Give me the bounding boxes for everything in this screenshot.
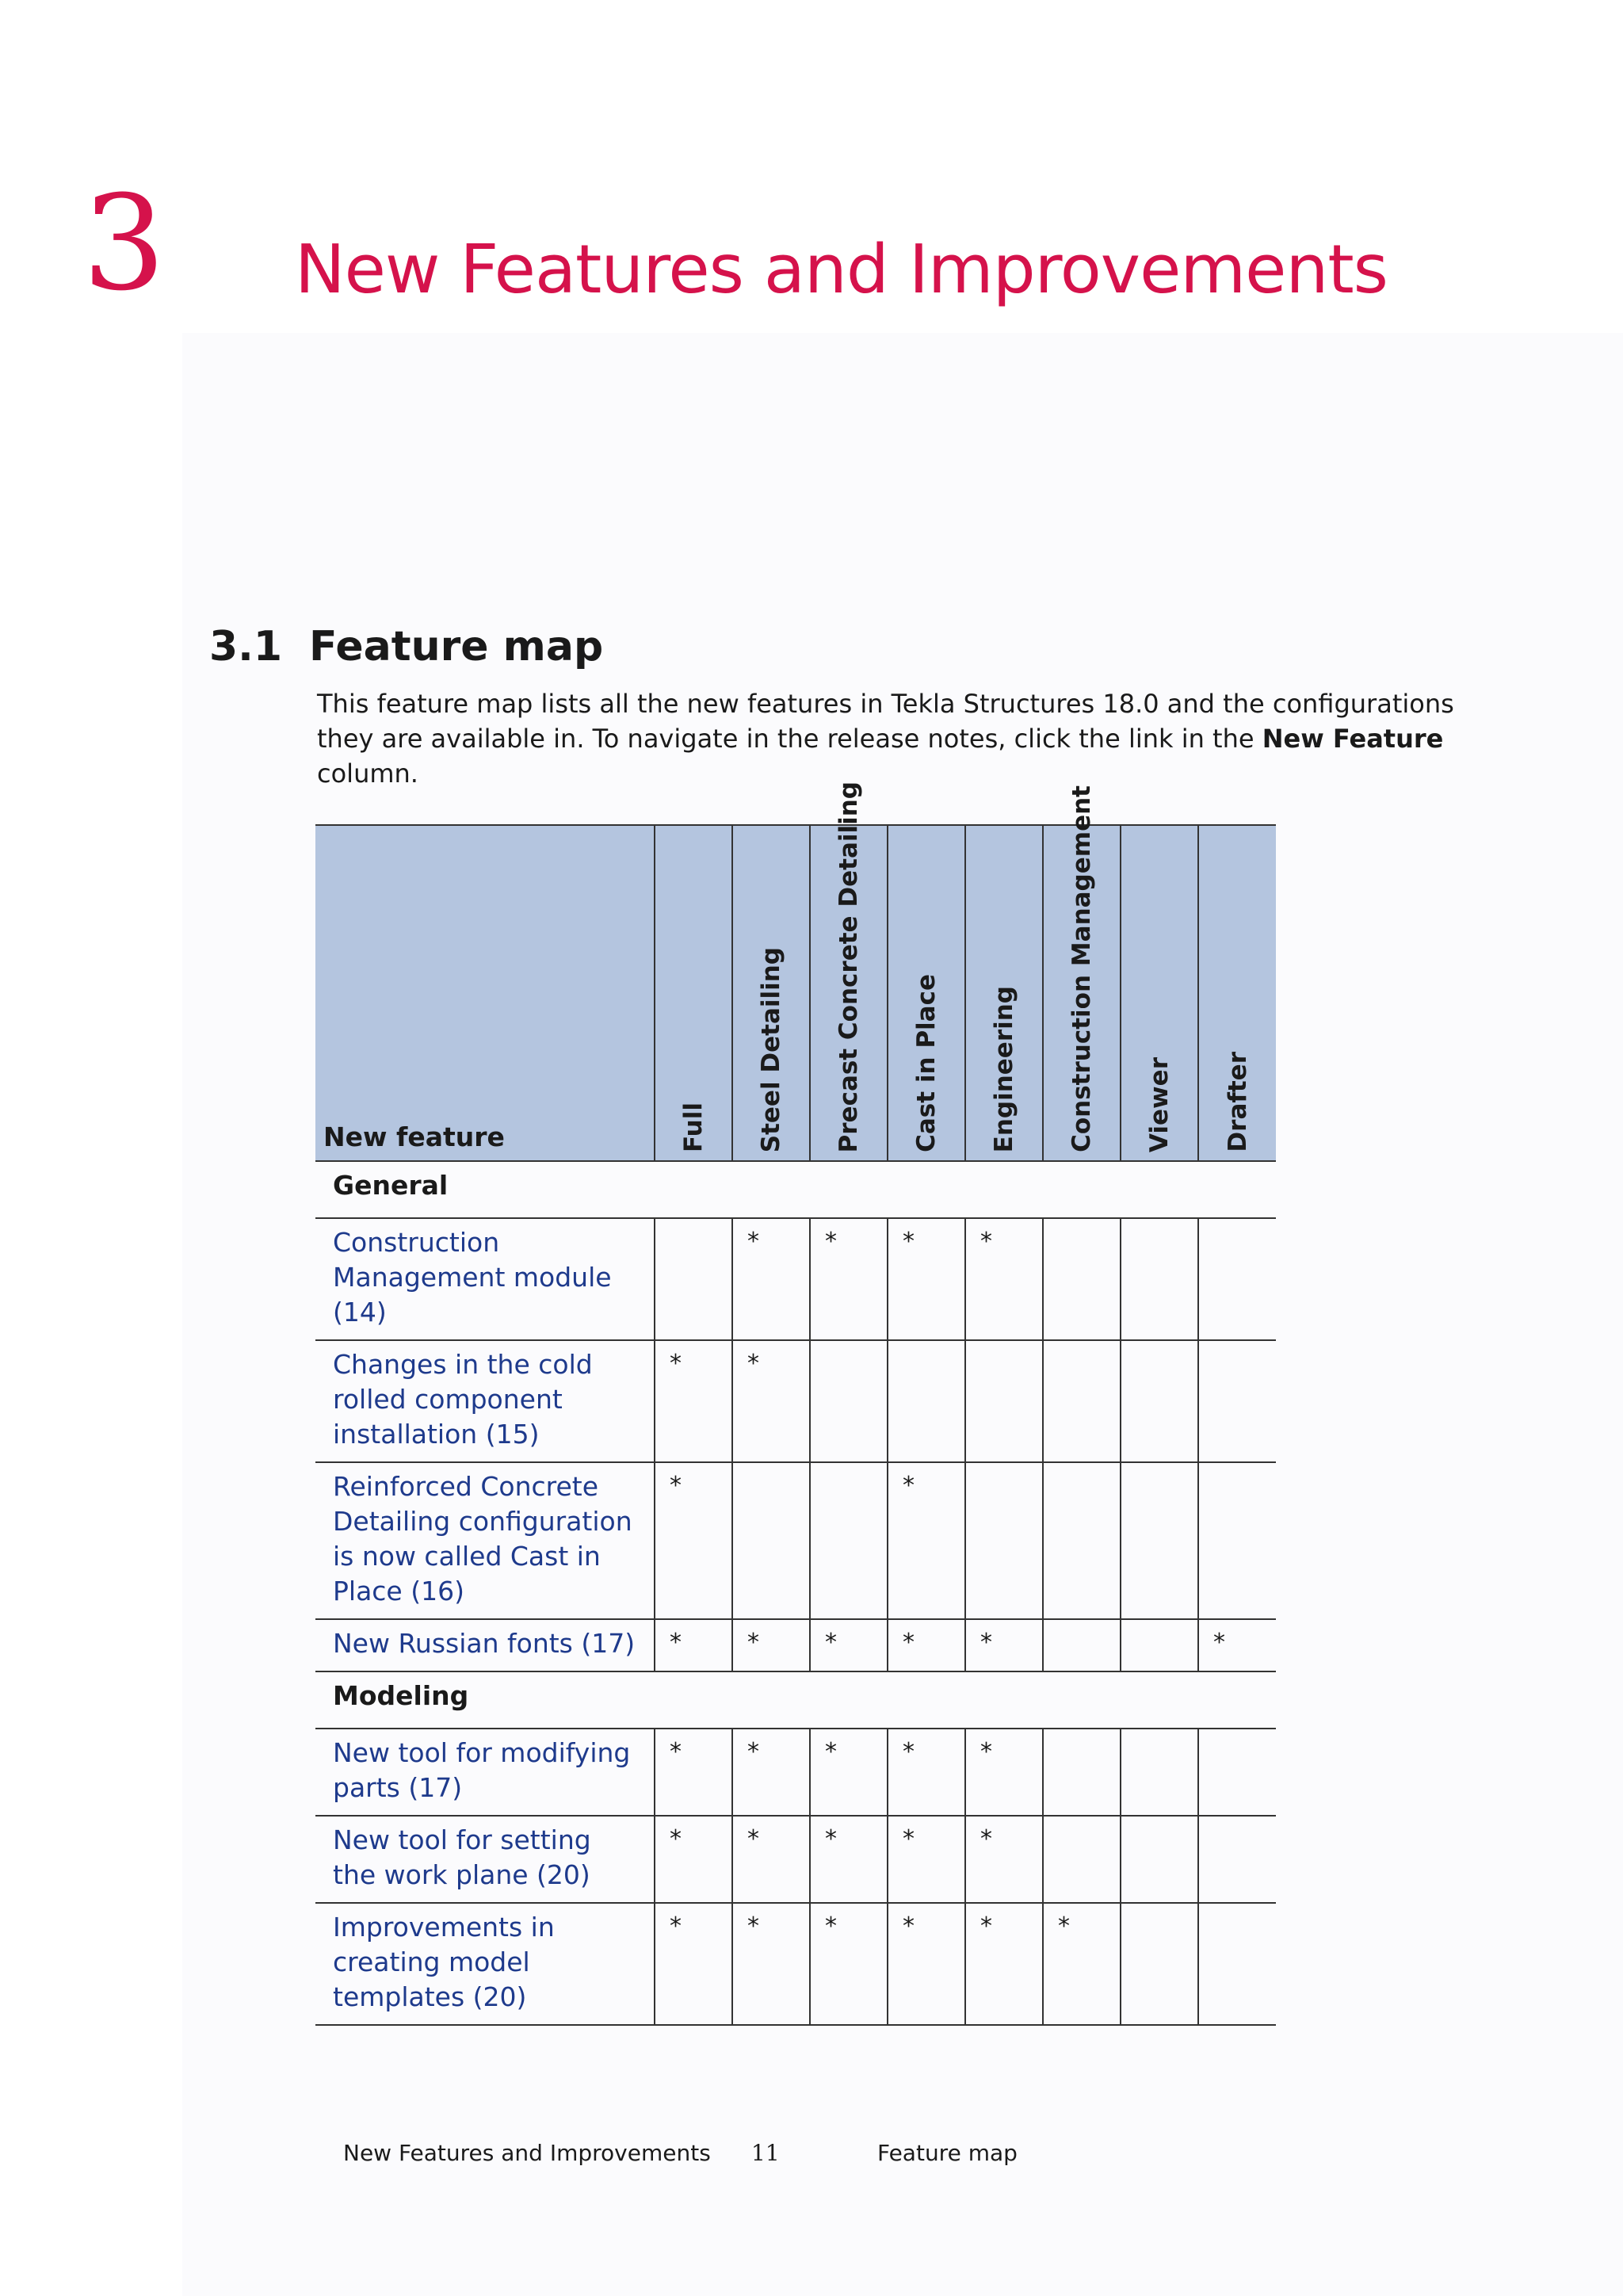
availability-cell: * <box>810 1619 888 1671</box>
feature-link[interactable]: New tool for setting the work plane (20) <box>315 1816 655 1903</box>
availability-cell: * <box>888 1729 965 1816</box>
feature-link[interactable]: Changes in the cold rolled component installation (15) <box>315 1340 655 1462</box>
availability-cell: * <box>965 1619 1043 1671</box>
header-config-label: Construction Management <box>1067 785 1096 1152</box>
availability-cell: * <box>810 1218 888 1340</box>
availability-cell: * <box>732 1729 810 1816</box>
availability-cell <box>1043 1340 1121 1462</box>
header-config-3 <box>888 825 965 1161</box>
section-heading <box>209 623 604 670</box>
footer-chapter-title: New Features and Improvements <box>343 2140 711 2166</box>
availability-cell <box>1198 1462 1276 1619</box>
header-config-label: Viewer <box>1145 1056 1174 1152</box>
header-config-7 <box>1198 825 1276 1161</box>
availability-cell: * <box>655 1816 732 1903</box>
group-row <box>315 1161 1276 1218</box>
availability-cell <box>1198 1340 1276 1462</box>
availability-cell <box>810 1462 888 1619</box>
table-row <box>315 1816 1276 1903</box>
header-new-feature-label: New feature <box>323 1121 505 1152</box>
availability-cell: * <box>732 1903 810 2025</box>
feature-link[interactable]: New Russian fonts (17) <box>315 1619 655 1671</box>
availability-cell <box>1043 1619 1121 1671</box>
availability-cell <box>1121 1903 1198 2025</box>
table-row <box>315 1729 1276 1816</box>
availability-cell: * <box>965 1816 1043 1903</box>
feature-link[interactable]: Improvements in creating model templates (20) <box>315 1903 655 2025</box>
availability-cell <box>810 1340 888 1462</box>
availability-cell: * <box>888 1462 965 1619</box>
availability-cell: * <box>810 1903 888 2025</box>
availability-cell: * <box>655 1903 732 2025</box>
header-config-label: Cast in Place <box>912 974 941 1152</box>
availability-cell <box>1198 1816 1276 1903</box>
availability-cell <box>1121 1340 1198 1462</box>
availability-cell: * <box>965 1903 1043 2025</box>
availability-cell: * <box>732 1340 810 1462</box>
availability-cell <box>1121 1619 1198 1671</box>
header-config-label: Drafter <box>1223 1052 1252 1152</box>
intro-text-part2: column. <box>317 758 418 789</box>
header-config-label: Precast Concrete Detailing <box>834 781 863 1152</box>
table-body <box>315 1161 1276 2025</box>
availability-cell: * <box>810 1816 888 1903</box>
availability-cell: * <box>732 1218 810 1340</box>
availability-cell <box>1121 1729 1198 1816</box>
availability-cell: * <box>810 1729 888 1816</box>
section-title: Feature map <box>309 623 604 670</box>
availability-cell <box>1043 1816 1121 1903</box>
availability-cell <box>965 1462 1043 1619</box>
availability-cell <box>1043 1218 1121 1340</box>
table-row <box>315 1619 1276 1671</box>
feature-link[interactable]: Reinforced Concrete Detailing configuration is now called Cast in Place (16) <box>315 1462 655 1619</box>
header-config-label: Steel Detailing <box>757 946 785 1152</box>
feature-link[interactable]: New tool for modifying parts (17) <box>315 1729 655 1816</box>
group-row <box>315 1671 1276 1729</box>
feature-map-table <box>315 781 1276 2026</box>
header-config-2 <box>810 781 888 1161</box>
section-number: 3.1 <box>209 623 283 670</box>
availability-cell: * <box>888 1816 965 1903</box>
header-config-5 <box>1043 785 1121 1161</box>
availability-cell <box>1198 1903 1276 2025</box>
availability-cell: * <box>655 1340 732 1462</box>
table-row <box>315 1218 1276 1340</box>
availability-cell: * <box>888 1619 965 1671</box>
header-new-feature <box>315 825 655 1161</box>
availability-cell: * <box>1043 1903 1121 2025</box>
chapter-title: New Features and Improvements <box>295 231 1388 309</box>
intro-paragraph <box>317 686 1490 791</box>
header-config-1 <box>732 825 810 1161</box>
availability-cell: * <box>888 1218 965 1340</box>
availability-cell: * <box>655 1462 732 1619</box>
footer-page-number: 11 <box>751 2140 780 2166</box>
feature-link[interactable]: Construction Management module (14) <box>315 1218 655 1340</box>
availability-cell <box>1198 1218 1276 1340</box>
intro-text-part1: This feature map lists all the new features in Tekla Structures 18.0 and the configurations they are available in. To navigate in the release notes, click the link in the <box>317 689 1454 754</box>
group-heading: Modeling <box>315 1671 1276 1729</box>
availability-cell <box>1121 1462 1198 1619</box>
availability-cell: * <box>732 1619 810 1671</box>
availability-cell <box>1121 1816 1198 1903</box>
availability-cell: * <box>732 1816 810 1903</box>
availability-cell: * <box>965 1218 1043 1340</box>
availability-cell <box>965 1340 1043 1462</box>
table-header-row <box>315 825 1276 1161</box>
footer-section-title: Feature map <box>877 2140 1018 2166</box>
availability-cell: * <box>1198 1619 1276 1671</box>
availability-cell <box>888 1340 965 1462</box>
availability-cell: * <box>888 1903 965 2025</box>
group-heading: General <box>315 1161 1276 1218</box>
table-row <box>315 1340 1276 1462</box>
header-config-0 <box>655 825 732 1161</box>
availability-cell <box>1043 1462 1121 1619</box>
availability-cell: * <box>655 1619 732 1671</box>
availability-cell <box>732 1462 810 1619</box>
intro-text-bold: New Feature <box>1262 724 1444 754</box>
header-config-label: Engineering <box>990 985 1018 1152</box>
header-config-label: Full <box>679 1102 708 1152</box>
availability-cell: * <box>655 1729 732 1816</box>
availability-cell <box>1198 1729 1276 1816</box>
table-row <box>315 1462 1276 1619</box>
table-row <box>315 1903 1276 2025</box>
availability-cell <box>1043 1729 1121 1816</box>
availability-cell <box>1121 1218 1198 1340</box>
availability-cell <box>655 1218 732 1340</box>
availability-cell: * <box>965 1729 1043 1816</box>
header-config-6 <box>1121 825 1198 1161</box>
header-config-4 <box>965 825 1043 1161</box>
chapter-number: 3 <box>82 167 166 319</box>
